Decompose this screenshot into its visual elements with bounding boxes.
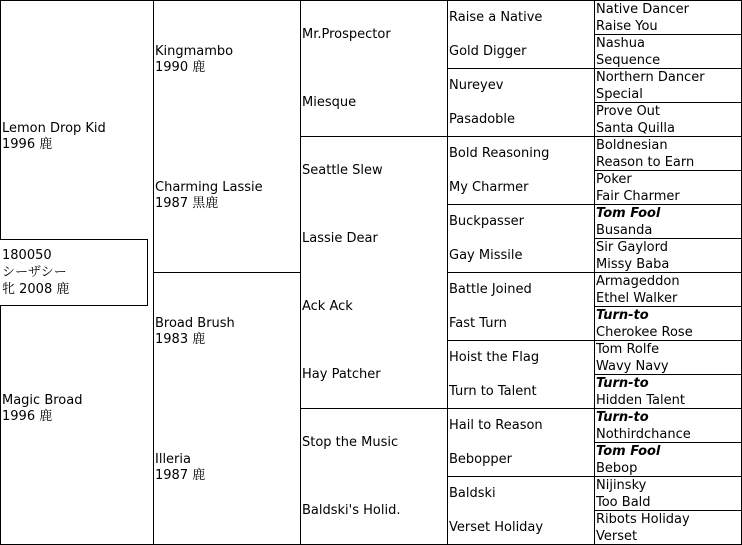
- row-divider: [447, 476, 595, 477]
- row-divider: [447, 272, 595, 273]
- gen2-name: Broad Brush: [155, 316, 235, 331]
- border-top: [0, 0, 742, 1]
- gen5-name: Bebop: [596, 461, 638, 476]
- dam-info: 1996 鹿: [2, 409, 53, 424]
- gen5-name: Sequence: [596, 53, 661, 68]
- gen4-name: Nureyev: [449, 78, 504, 93]
- gen5-name: Nashua: [596, 36, 645, 51]
- gen4-name: Pasadoble: [449, 112, 516, 127]
- border-left: [0, 0, 1, 239]
- gen3-name: Mr.Prospector: [302, 27, 391, 42]
- gen5-name: Northern Dancer: [596, 70, 705, 85]
- gen5-name: Tom Fool: [596, 444, 661, 459]
- gen2-info: 1987 鹿: [155, 468, 206, 483]
- gen5-name: Nijinsky: [596, 478, 647, 493]
- gen4-name: Raise a Native: [449, 10, 543, 25]
- gen5-name: Hidden Talent: [596, 393, 685, 408]
- gen3-name: Lassie Dear: [302, 231, 378, 246]
- gen5-name: Busanda: [596, 223, 653, 238]
- gen5-name: Too Bald: [596, 495, 651, 510]
- gen2-info: 1990 鹿: [155, 60, 206, 75]
- gen2-name: Illeria: [155, 452, 191, 467]
- gen5-name: Armageddon: [596, 274, 680, 289]
- gen3-name: Ack Ack: [302, 299, 353, 314]
- gen5-name: Special: [596, 87, 643, 102]
- row-divider: [447, 68, 595, 69]
- gen5-name: Tom Fool: [596, 206, 661, 221]
- gen4-name: Hail to Reason: [449, 418, 543, 433]
- gen5-name: Wavy Navy: [596, 359, 669, 374]
- row-divider: [300, 136, 448, 137]
- gen4-name: Buckpasser: [449, 214, 524, 229]
- border-left: [0, 306, 1, 545]
- row-divider: [300, 408, 448, 409]
- gen4-name: Bold Reasoning: [449, 146, 550, 161]
- row-divider: [447, 204, 595, 205]
- gen5-name: Missy Baba: [596, 257, 670, 272]
- gen4-name: Battle Joined: [449, 282, 532, 297]
- gen5-name: Prove Out: [596, 104, 661, 119]
- gen3-name: Stop the Music: [302, 435, 399, 450]
- gen5-name: Turn-to: [596, 410, 649, 425]
- gen5-name: Raise You: [596, 19, 658, 34]
- gen2-info: 1987 黒鹿: [155, 196, 219, 211]
- subject-name: シーザシー: [2, 265, 67, 280]
- gen5-name: Sir Gaylord: [596, 240, 669, 255]
- gen5-name: Nothirdchance: [596, 427, 691, 442]
- gen4-name: Turn to Talent: [449, 384, 537, 399]
- gen4-name: Baldski: [449, 486, 496, 501]
- gen5-name: Turn-to: [596, 376, 649, 391]
- gen4-name: Hoist the Flag: [449, 350, 540, 365]
- gen5-name: Tom Rolfe: [596, 342, 660, 357]
- gen5-name: Turn-to: [596, 308, 649, 323]
- gen5-name: Poker: [596, 172, 632, 187]
- gen5-name: Cherokee Rose: [596, 325, 693, 340]
- gen5-name: Ribots Holiday: [596, 512, 690, 527]
- gen5-name: Boldnesian: [596, 138, 668, 153]
- row-divider: [447, 408, 595, 409]
- gen3-name: Baldski's Holid.: [302, 503, 401, 518]
- gen2-name: Charming Lassie: [155, 180, 263, 195]
- gen3-name: Hay Patcher: [302, 367, 381, 382]
- gen4-name: Gold Digger: [449, 44, 527, 59]
- row-divider: [447, 340, 595, 341]
- subject-id: 180050: [2, 248, 52, 263]
- gen5-name: Reason to Earn: [596, 155, 695, 170]
- gen3-name: Miesque: [302, 95, 357, 110]
- gen5-name: Ethel Walker: [596, 291, 678, 306]
- subject-sex-year-color: 牝 2008 鹿: [2, 282, 70, 297]
- gen4-name: My Charmer: [449, 180, 529, 195]
- gen2-info: 1983 鹿: [155, 332, 206, 347]
- gen4-name: Fast Turn: [449, 316, 507, 331]
- gen2-name: Kingmambo: [155, 44, 234, 59]
- sire-info: 1996 鹿: [2, 137, 53, 152]
- row-divider: [447, 136, 595, 137]
- gen4-name: Verset Holiday: [449, 520, 544, 535]
- gen3-name: Seattle Slew: [302, 163, 383, 178]
- gen5-name: Santa Quilla: [596, 121, 675, 136]
- gen5-name: Fair Charmer: [596, 189, 680, 204]
- row-divider: [153, 272, 301, 273]
- dam-name: Magic Broad: [2, 393, 83, 408]
- gen5-name: Native Dancer: [596, 2, 689, 17]
- gen5-name: Verset: [596, 529, 638, 544]
- sire-name: Lemon Drop Kid: [2, 121, 106, 136]
- gen4-name: Bebopper: [449, 452, 512, 467]
- gen4-name: Gay Missile: [449, 248, 523, 263]
